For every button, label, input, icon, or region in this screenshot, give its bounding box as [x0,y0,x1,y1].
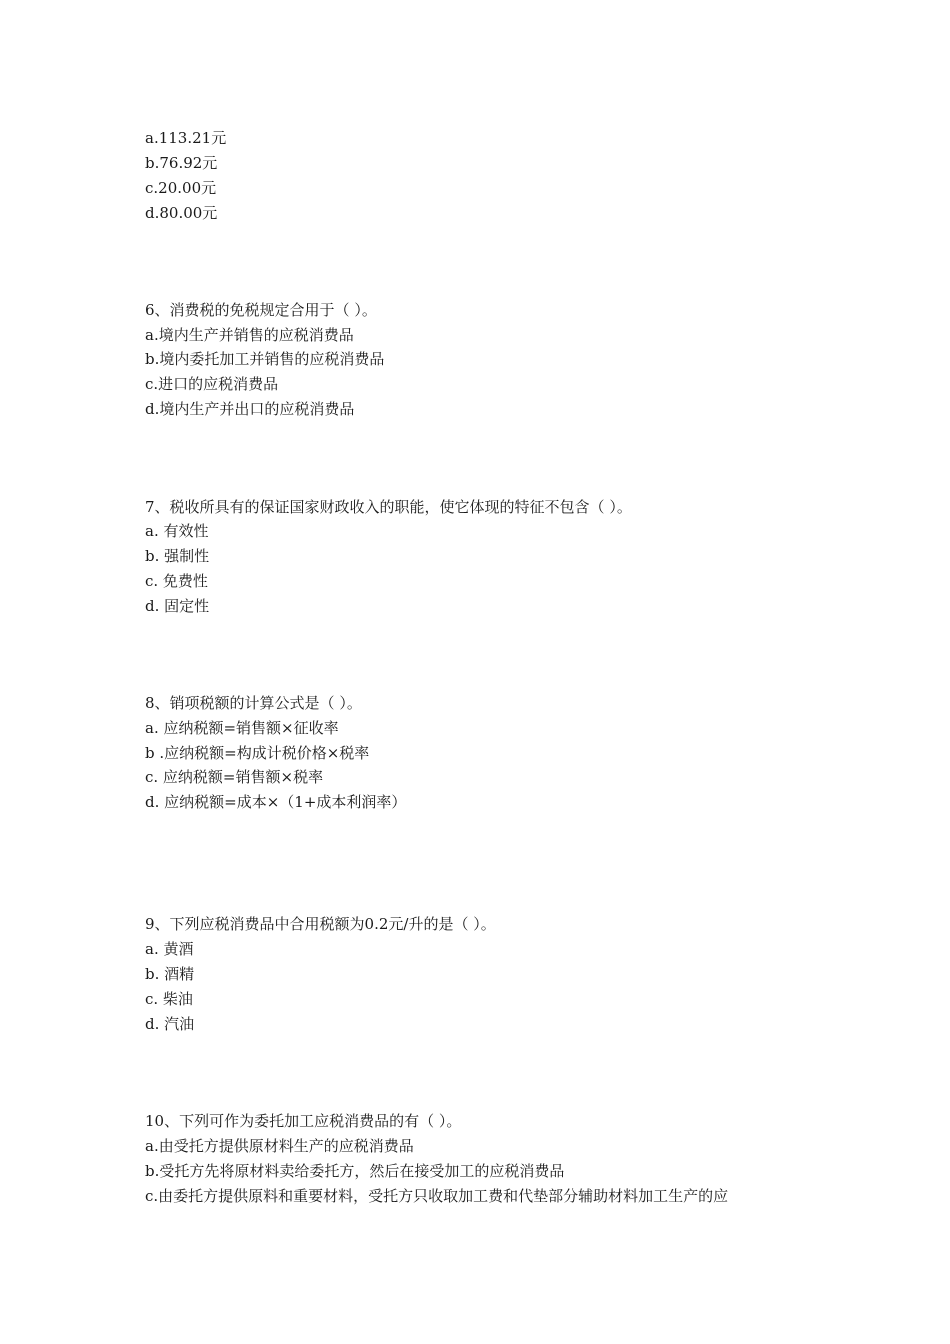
q8-question: 8、销项税额的计算公式是（ ）。 [145,694,362,712]
q5-option-b: b.76.92元 [145,154,218,172]
q6-option-c: c.进口的应税消费品 [145,375,279,393]
q8-option-b: b .应纳税额=构成计税价格×税率 [145,744,370,762]
q7-question: 7、税收所具有的保证国家财政收入的职能，使它体现的特征不包含（ ）。 [145,498,632,516]
q6-option-b: b.境内委托加工并销售的应税消费品 [145,350,385,368]
q9-option-a: a. 黄酒 [145,940,194,958]
q7-option-c: c. 免费性 [145,572,208,590]
q10-option-b: b.受托方先将原材料卖给委托方，然后在接受加工的应税消费品 [145,1162,565,1180]
q8-option-a: a. 应纳税额=销售额×征收率 [145,719,339,737]
q10-question: 10、下列可作为委托加工应税消费品的有（ ）。 [145,1112,462,1130]
q10-option-c: c.由委托方提供原料和重要材料，受托方只收取加工费和代垫部分辅助材料加工生产的应 [145,1187,729,1205]
q8-option-d: d. 应纳税额=成本×（1+成本利润率） [145,793,407,811]
q5-option-a: a.113.21元 [145,129,227,147]
q7-option-d: d. 固定性 [145,597,210,615]
q9-option-c: c. 柴油 [145,990,193,1008]
q9-question: 9、下列应税消费品中合用税额为0.2元/升的是（ ）。 [145,915,496,933]
q6-option-d: d.境内生产并出口的应税消费品 [145,400,355,418]
q7-option-a: a. 有效性 [145,522,209,540]
q7-option-b: b. 强制性 [145,547,210,565]
q8-option-c: c. 应纳税额=销售额×税率 [145,768,324,786]
q5-option-d: d.80.00元 [145,204,218,222]
q9-option-b: b. 酒精 [145,965,195,983]
q10-option-a: a.由受托方提供原材料生产的应税消费品 [145,1137,414,1155]
q6-option-a: a.境内生产并销售的应税消费品 [145,326,354,344]
q6-question: 6、消费税的免税规定合用于（ ）。 [145,301,377,319]
q9-option-d: d. 汽油 [145,1015,195,1033]
q5-option-c: c.20.00元 [145,179,217,197]
